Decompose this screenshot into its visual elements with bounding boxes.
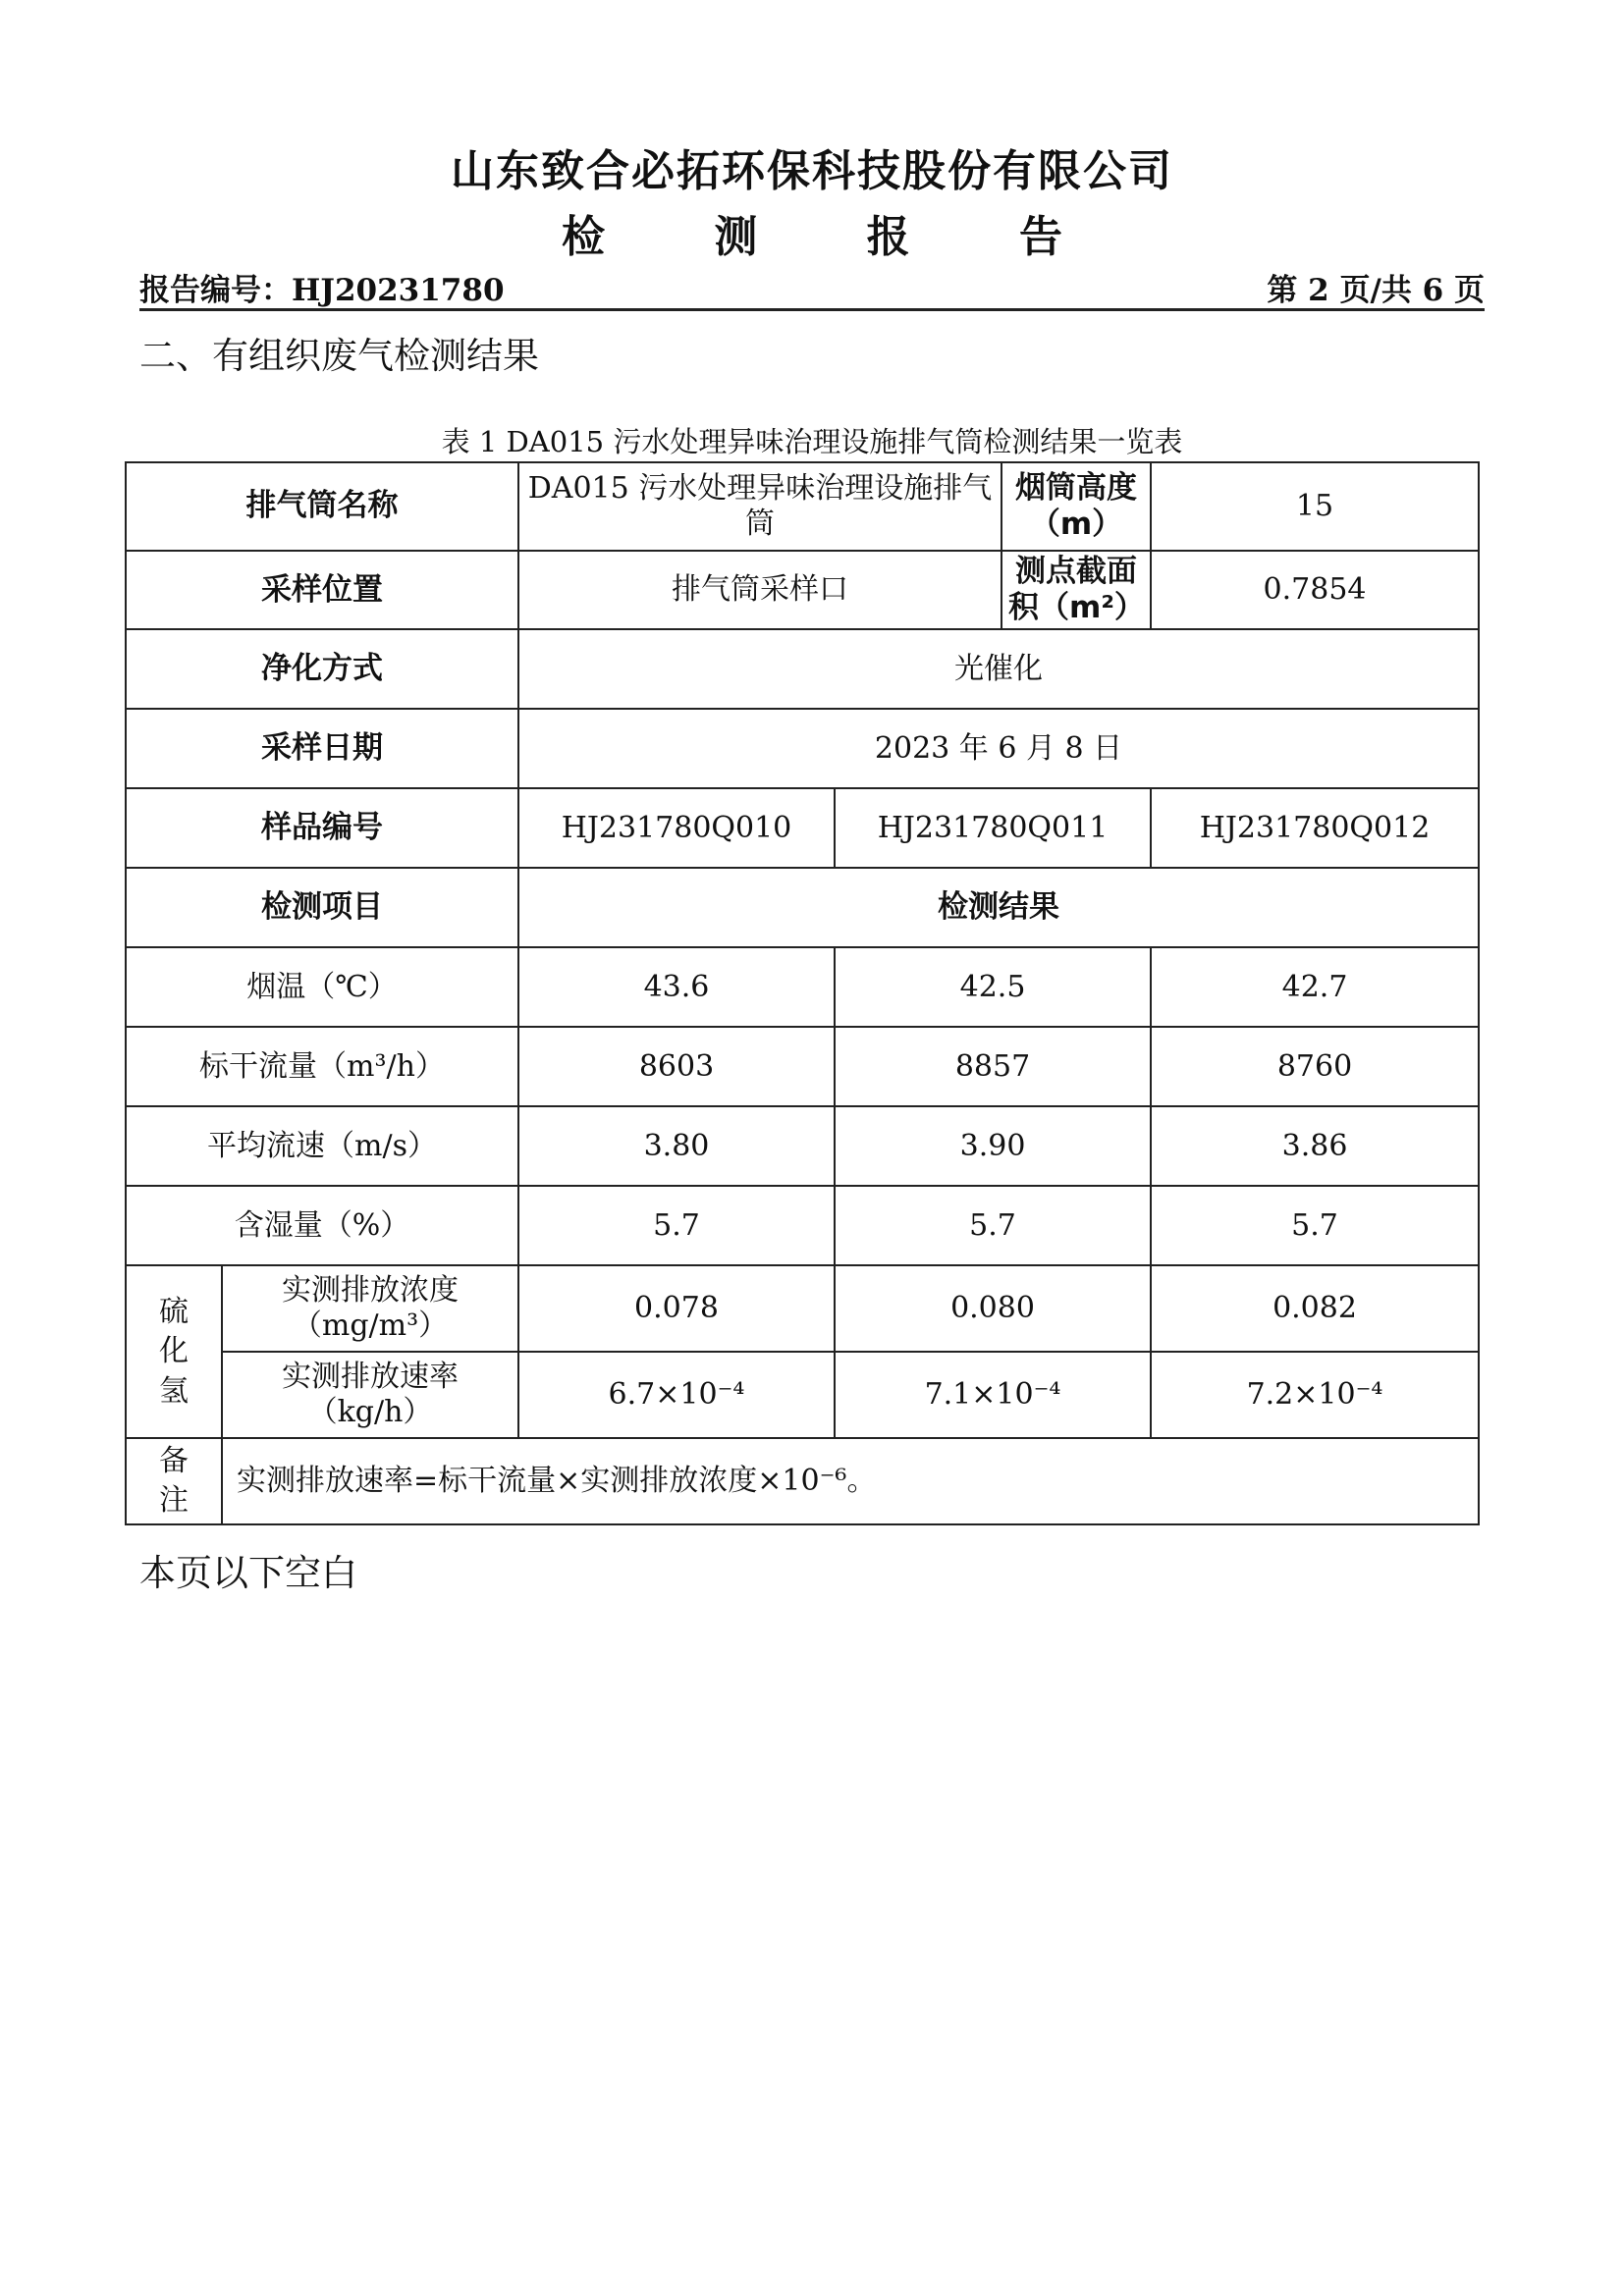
report-number: 报告编号：HJ20231780 bbox=[139, 273, 505, 308]
h2s-group-label bbox=[126, 1265, 222, 1438]
row-label: 平均流速（m/s） bbox=[126, 1106, 518, 1186]
table-row bbox=[126, 629, 1479, 709]
stack-name-value: DA015 污水处理异味治理设施排气筒 bbox=[518, 462, 1001, 551]
table-row bbox=[126, 947, 1479, 1027]
value-cell: 43.6 bbox=[518, 947, 835, 1027]
stack-name-label: 排气筒名称 bbox=[126, 462, 518, 551]
result-header: 检测结果 bbox=[518, 868, 1479, 947]
h2s-conc-label-line1: 实测排放浓度 bbox=[282, 1273, 459, 1308]
sample-no-3: HJ231780Q012 bbox=[1151, 788, 1479, 868]
value-cell: 6.7×10⁻⁴ bbox=[518, 1352, 835, 1438]
value-cell: 42.7 bbox=[1151, 947, 1479, 1027]
sampling-date-value: 2023 年 6 月 8 日 bbox=[518, 709, 1479, 788]
value-cell: 5.7 bbox=[1151, 1186, 1479, 1265]
value-cell: 42.5 bbox=[835, 947, 1151, 1027]
value-cell: 8603 bbox=[518, 1027, 835, 1106]
row-label: 标干流量（m³/h） bbox=[126, 1027, 518, 1106]
value-cell: 5.7 bbox=[518, 1186, 835, 1265]
remark-label-text: 备注 bbox=[159, 1443, 189, 1519]
table-row bbox=[126, 1106, 1479, 1186]
row-label: 烟温（℃） bbox=[126, 947, 518, 1027]
table-row bbox=[126, 1438, 1479, 1524]
table-row bbox=[126, 788, 1479, 868]
sampling-location-label: 采样位置 bbox=[126, 551, 518, 629]
page-number: 第 2 页/共 6 页 bbox=[1267, 273, 1485, 308]
value-cell: 0.078 bbox=[518, 1265, 835, 1352]
value-cell: 8857 bbox=[835, 1027, 1151, 1106]
value-cell: 3.90 bbox=[835, 1106, 1151, 1186]
report-title: 检 测 报 告 bbox=[562, 212, 1110, 262]
h2s-rate-label-line1: 实测排放速率 bbox=[282, 1360, 459, 1395]
blank-page-note: 本页以下空白 bbox=[139, 1552, 357, 1594]
h2s-group-text: 硫化氢 bbox=[159, 1294, 189, 1409]
h2s-rate-label bbox=[222, 1352, 518, 1438]
table-row bbox=[126, 709, 1479, 788]
value-cell: 0.080 bbox=[835, 1265, 1151, 1352]
remark-label bbox=[126, 1438, 222, 1524]
value-cell: 0.082 bbox=[1151, 1265, 1479, 1352]
item-header: 检测项目 bbox=[126, 868, 518, 947]
value-cell: 3.80 bbox=[518, 1106, 835, 1186]
sampling-date-label: 采样日期 bbox=[126, 709, 518, 788]
h2s-rate-label-line2: （kg/h） bbox=[307, 1395, 433, 1430]
table-caption: 表 1 DA015 污水处理异味治理设施排气筒检测结果一览表 bbox=[441, 425, 1183, 458]
sample-no-1: HJ231780Q010 bbox=[518, 788, 835, 868]
value-cell: 3.86 bbox=[1151, 1106, 1479, 1186]
h2s-conc-label-line2: （mg/m³） bbox=[292, 1308, 449, 1344]
value-cell: 8760 bbox=[1151, 1027, 1479, 1106]
purification-label: 净化方式 bbox=[126, 629, 518, 709]
value-cell: 5.7 bbox=[835, 1186, 1151, 1265]
section-area-label: 测点截面积（m²） bbox=[1001, 551, 1151, 629]
table-row bbox=[126, 551, 1479, 629]
report-header-row bbox=[139, 261, 1485, 311]
stack-height-label: 烟筒高度（m） bbox=[1001, 462, 1151, 551]
results-table bbox=[125, 461, 1480, 1525]
sample-no-2: HJ231780Q011 bbox=[835, 788, 1151, 868]
table-row bbox=[126, 1265, 1479, 1352]
h2s-conc-label bbox=[222, 1265, 518, 1352]
remark-text: 实测排放速率=标干流量×实测排放浓度×10⁻⁶。 bbox=[222, 1438, 1479, 1524]
value-cell: 7.2×10⁻⁴ bbox=[1151, 1352, 1479, 1438]
stack-height-value: 15 bbox=[1151, 462, 1479, 551]
table-row bbox=[126, 1352, 1479, 1438]
table-row bbox=[126, 1027, 1479, 1106]
section-area-value: 0.7854 bbox=[1151, 551, 1479, 629]
table-row bbox=[126, 462, 1479, 551]
company-name: 山东致合必拓环保科技股份有限公司 bbox=[451, 146, 1173, 196]
sample-no-label: 样品编号 bbox=[126, 788, 518, 868]
table-row bbox=[126, 868, 1479, 947]
table-row bbox=[126, 1186, 1479, 1265]
row-label: 含湿量（%） bbox=[126, 1186, 518, 1265]
value-cell: 7.1×10⁻⁴ bbox=[835, 1352, 1151, 1438]
section-title: 二、有组织废气检测结果 bbox=[139, 335, 539, 377]
purification-value: 光催化 bbox=[518, 629, 1479, 709]
sampling-location-value: 排气筒采样口 bbox=[518, 551, 1001, 629]
